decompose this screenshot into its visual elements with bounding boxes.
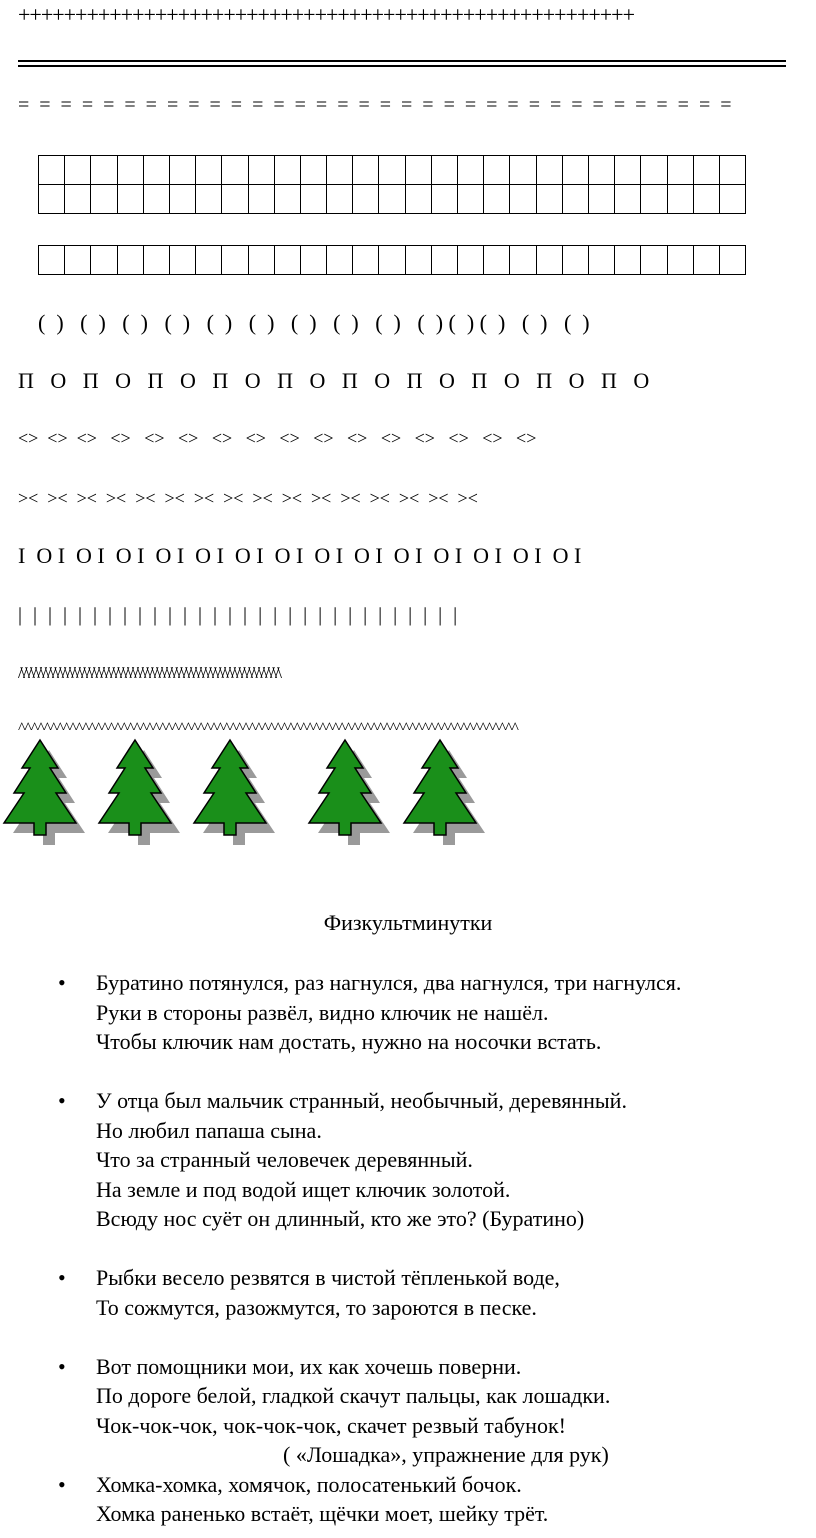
verse-line: Вот помощники мои, их как хочешь поверни.: [96, 1353, 522, 1379]
verse-line: То сожмутся, разожмутся, то зароются в песке.: [96, 1294, 537, 1320]
grid-cell: [39, 185, 65, 214]
grid-cell: [588, 156, 614, 185]
grid-cell: [169, 246, 195, 275]
grid-cell: [117, 185, 143, 214]
bar-row: | | | | | | | | | | | | | | | | | | | | | | | | | | | | | |: [18, 604, 457, 626]
grid-cell: [379, 246, 405, 275]
grid-cell: [39, 246, 65, 275]
grid-cell: [379, 185, 405, 214]
grid-cell: [248, 246, 274, 275]
grid-row: [39, 156, 746, 185]
grid-cell: [65, 185, 91, 214]
io-row: I O I O I O I O I O I O I O I O I O I O I O I O I O I O I: [18, 543, 582, 568]
grid-cell: [196, 246, 222, 275]
grid-cell: [196, 185, 222, 214]
grid-cell: [562, 156, 588, 185]
grid-cell: [405, 246, 431, 275]
tree-icon: [4, 740, 76, 835]
grid-cell: [615, 246, 641, 275]
caret-row: ^^^^^^^^^^^^^^^^^^^^^^^^^^^^^^^^^^^^^^^^^^^^^^^^^^^^^^^^^^^^^^^^^^^^^^^^^^^^^^: [18, 720, 518, 737]
grid-cell: [484, 185, 510, 214]
grid-cell: [693, 185, 719, 214]
grid-cell: [536, 156, 562, 185]
bullet-icon: •: [58, 1265, 66, 1290]
page-title: Физкультминутки: [323, 910, 493, 935]
grid-cell: [222, 156, 248, 185]
grid-cell: [91, 156, 117, 185]
grid-cell: [641, 185, 667, 214]
grid-cell: [458, 246, 484, 275]
grid-cell: [117, 156, 143, 185]
verse-list: [58, 968, 798, 1529]
bullet-icon: •: [58, 1088, 66, 1113]
grid-cell: [615, 156, 641, 185]
verse-note: ( «Лошадка», упражнение для рук): [283, 1442, 609, 1467]
grid-cell: [719, 185, 745, 214]
grid-cell: [693, 156, 719, 185]
grid-cell: [588, 185, 614, 214]
grid-cell: [458, 156, 484, 185]
grid-one-row: [38, 245, 746, 275]
verse-line: Чок-чок-чок, чок-чок-чок, скачет резвый табунок!: [96, 1412, 566, 1438]
grid-cell: [667, 246, 693, 275]
grid-cell: [300, 185, 326, 214]
grid-cell: [510, 185, 536, 214]
grid-cell: [562, 185, 588, 214]
verse-line: Хомка раненько встаёт, щёчки моет, шейку трёт.: [96, 1501, 549, 1526]
grid-cell: [169, 156, 195, 185]
bullet-icon: •: [58, 1471, 66, 1497]
grid-cell: [536, 185, 562, 214]
grid-cell: [510, 156, 536, 185]
grid-cell: [431, 246, 457, 275]
grid-cell: [300, 156, 326, 185]
grid-cell: [248, 185, 274, 214]
grid-cell: [484, 156, 510, 185]
verse-line: По дороге белой, гладкой скачут пальцы, как лошадки.: [96, 1383, 611, 1408]
grid-cell: [117, 246, 143, 275]
equals-row: = = = = = = = = = = = = = = = = = = = = = = = = = = = = = = = = = =: [18, 94, 732, 116]
grid-cell: [719, 246, 745, 275]
tree-icon: [404, 740, 476, 835]
verse-line: Хомка-хомка, хомячок, полосатенький бочок.: [96, 1471, 522, 1497]
grid-cell: [641, 156, 667, 185]
verse-line: Но любил папаша сына.: [96, 1117, 322, 1143]
grid-cell: [667, 156, 693, 185]
grid-cell: [327, 156, 353, 185]
verse-line: Руки в стороны развёл, видно ключик не нашёл.: [96, 999, 549, 1025]
verse-line: Что за странный человечек деревянный.: [96, 1147, 473, 1172]
grid-cell: [65, 156, 91, 185]
verse-line: Рыбки весело резвятся в чистой тёпленькой воде,: [96, 1265, 560, 1290]
grid-cell: [300, 246, 326, 275]
grid-cell: [196, 156, 222, 185]
grid-cell: [484, 246, 510, 275]
verse-line: Чтобы ключик нам достать, нужно на носочки встать.: [96, 1029, 602, 1054]
grid-two-rows: [38, 155, 746, 214]
grid-cell: [641, 246, 667, 275]
grid-cell: [562, 246, 588, 275]
grid-row: [39, 185, 746, 214]
verse-item: [58, 968, 798, 1057]
grid-cell: [274, 185, 300, 214]
grid-cell: [667, 185, 693, 214]
grid-cell: [274, 246, 300, 275]
double-rule-bottom: [18, 65, 786, 67]
grid-cell: [353, 156, 379, 185]
trees-illustration: [0, 738, 520, 853]
bullet-icon: •: [58, 970, 66, 995]
po-row: П О П О П О П О П О П О П О П О П О П О: [18, 368, 650, 393]
grid-cell: [588, 246, 614, 275]
grid-cell: [510, 246, 536, 275]
verse-item: [58, 1352, 798, 1470]
grid-cell: [353, 246, 379, 275]
grid-cell: [91, 246, 117, 275]
grid-cell: [39, 156, 65, 185]
grid-cell: [222, 246, 248, 275]
bullet-icon: •: [58, 1353, 66, 1379]
grid-cell: [248, 156, 274, 185]
grid-cell: [405, 185, 431, 214]
double-rule-top: [18, 60, 786, 62]
grid-cell: [719, 156, 745, 185]
grid-cell: [143, 246, 169, 275]
parens-row: ( ) ( ) ( ) ( ) ( ) ( ) ( ) ( ) ( ) ( ) ( ) ( ) ( ) ( ): [38, 310, 590, 335]
grid-cell: [615, 185, 641, 214]
tree-icon: [194, 740, 266, 835]
verse-line: У отца был мальчик странный, необычный, деревянный.: [96, 1088, 627, 1113]
grid-cell: [143, 156, 169, 185]
grid-cell: [379, 156, 405, 185]
grid-row: [39, 246, 746, 275]
diamond-row: <> <> <> <> <> <> <> <> <> <> <> <> <> <> <> <>: [18, 428, 537, 448]
grid-cell: [693, 246, 719, 275]
verse-item: [58, 1263, 798, 1322]
grid-cell: [353, 185, 379, 214]
grid-cell: [169, 185, 195, 214]
grid-cell: [222, 185, 248, 214]
x-row: >< >< >< >< >< >< >< >< >< >< >< >< >< >< >< ><: [18, 488, 478, 508]
verse-line: На земле и под водой ищет ключик золотой.: [96, 1176, 511, 1202]
grid-cell: [327, 185, 353, 214]
grid-cell: [91, 185, 117, 214]
grid-cell: [327, 246, 353, 275]
verse-line: Буратино потянулся, раз нагнулся, два нагнулся, три нагнулся.: [96, 970, 682, 995]
verse-item: [58, 1086, 798, 1234]
grid-cell: [431, 156, 457, 185]
grid-cell: [405, 156, 431, 185]
grid-cell: [458, 185, 484, 214]
tree-icon: [309, 740, 381, 835]
grid-cell: [65, 246, 91, 275]
verse-item: [58, 1470, 798, 1529]
verse-line: Всюду нос суёт он длинный, кто же это? (Буратино): [96, 1206, 585, 1231]
plus-row: ++++++++++++++++++++++++++++++++++++++++++++++++++++++: [18, 2, 634, 27]
grid-cell: [431, 185, 457, 214]
zigzag-row: /\/\/\/\/\/\/\/\/\/\/\/\/\/\/\/\/\/\/\/\/\/\/\/\/\/\/\/\/\/\/\/\/\/\/\/\/\/\/\/\/\/\/\/\/\/\/\/\/\/\/\/\/\/\: [18, 663, 280, 682]
grid-cell: [143, 185, 169, 214]
grid-cell: [274, 156, 300, 185]
grid-cell: [536, 246, 562, 275]
tree-icon: [99, 740, 171, 835]
